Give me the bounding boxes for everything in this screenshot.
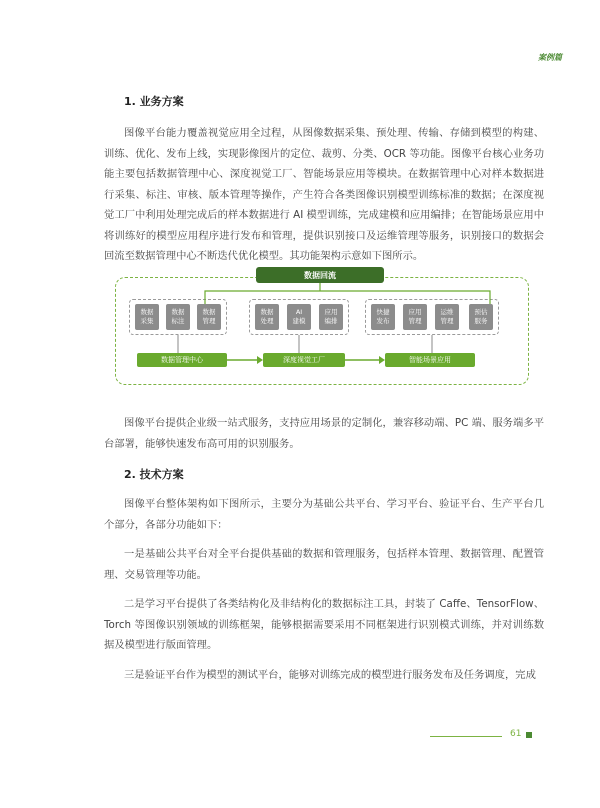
module-prediction-service: 预估 服务 bbox=[469, 304, 493, 330]
technical-paragraph-1: 图像平台整体架构如下图所示，主要分为基础公共平台、学习平台、验证平台、生产平台几个部分，各部分功能如下： bbox=[104, 498, 544, 531]
section-header-tag: 案例篇 bbox=[538, 53, 562, 62]
module-app-orchestration: 应用 编排 bbox=[319, 304, 343, 330]
page-number: 61 bbox=[510, 729, 522, 739]
footer-rule bbox=[430, 736, 502, 737]
module-ops-management: 运维 管理 bbox=[435, 304, 459, 330]
stage-data-management-center: 数据管理中心 bbox=[137, 353, 227, 367]
function-architecture-diagram bbox=[115, 267, 529, 387]
technical-paragraph-4: 三是验证平台作为模型的测试平台，能够对训练完成的模型进行服务发布及任务调度，完成 bbox=[124, 669, 536, 681]
technical-paragraph-3: 二是学习平台提供了各类结构化及非结构化的数据标注工具，封装了 Caffe、TensorFlow、Torch 等图像识别领域的训练框架，能够根据需要采用不同框架进行识别模式训练，并对训练数据及模型进行版面管理。 bbox=[104, 598, 544, 651]
stage-deep-vision-factory: 深度视觉工厂 bbox=[263, 353, 345, 367]
section-title-technical: 2. 技术方案 bbox=[124, 468, 184, 481]
technical-paragraph-2: 一是基础公共平台对全平台提供基础的数据和管理服务，包括样本管理、数据管理、配置管理、交易管理等功能。 bbox=[104, 548, 544, 581]
page-marker-square bbox=[526, 732, 532, 738]
module-data-management: 数据 管理 bbox=[197, 304, 221, 330]
stage-smart-scene-application: 智能场景应用 bbox=[385, 353, 475, 367]
module-data-collection: 数据 采集 bbox=[135, 304, 159, 330]
data-loop-label: 数据回流 bbox=[256, 267, 384, 283]
business-paragraph-1: 图像平台能力覆盖视觉应用全过程，从图像数据采集、预处理、传输、存储到模型的构建、训练、优化、发布上线，实现影像图片的定位、裁剪、分类、OCR 等功能。图像平台核心业务功能主要包括数据管理中心、深度视觉工厂、智能场景应用等模块。在数据管理中心对样本数据进行采集、标注、审核、版本管理等操作，产生符合各类图像识别模型训练标准的数据；在深度视觉工厂中利用处理完成后的样本数据进行 AI 模型训练，完成建模和应用编排；在智能场景应用中将训练好的模型应用程序进行发布和管理，提供识别接口及运维管理等服务，识别接口的数据会回流至数据管理中心不断迭代优化模型。其功能架构示意如下图所示。 bbox=[104, 127, 544, 262]
section-title-business: 1. 业务方案 bbox=[124, 95, 184, 108]
module-quick-release: 快捷 发布 bbox=[371, 304, 395, 330]
module-data-labeling: 数据 标注 bbox=[166, 304, 190, 330]
module-app-management: 应用 管理 bbox=[403, 304, 427, 330]
module-ai-modeling: AI 建模 bbox=[287, 304, 311, 330]
module-data-processing: 数据 处理 bbox=[255, 304, 279, 330]
business-paragraph-2: 图像平台提供企业级一站式服务，支持应用场景的定制化，兼容移动端、PC 端、服务端多平台部署，能够快速发布高可用的识别服务。 bbox=[104, 417, 544, 450]
